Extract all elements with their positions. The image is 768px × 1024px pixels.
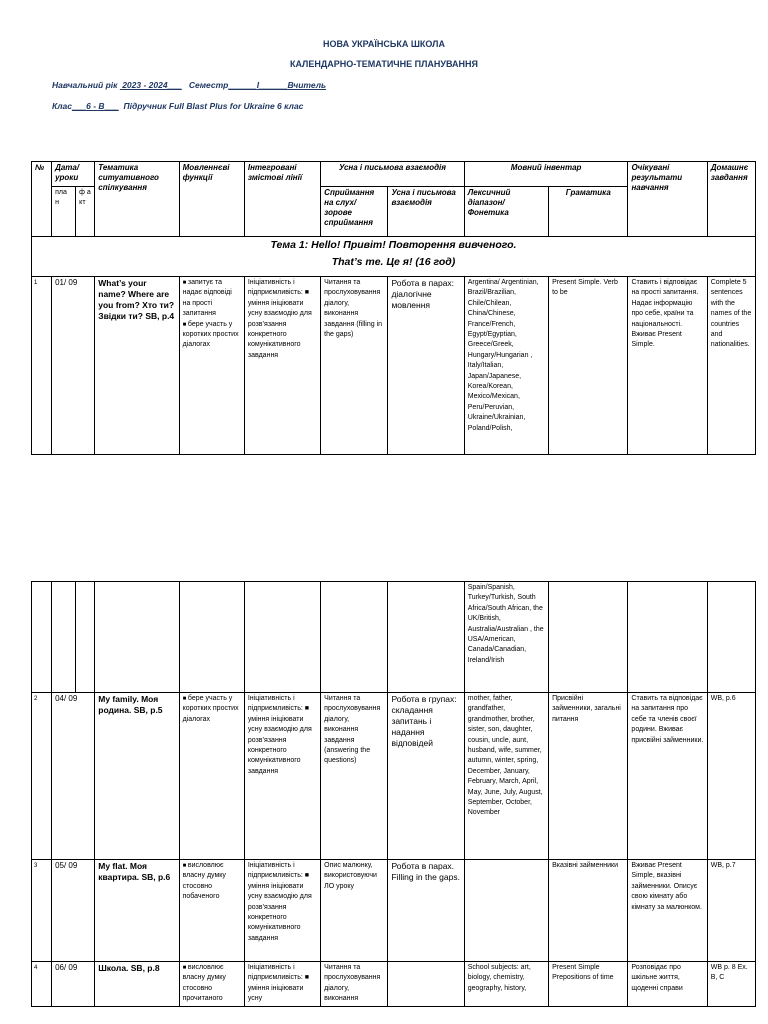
row-date: 04/ 09: [52, 693, 95, 860]
row-num: 1: [32, 277, 52, 455]
row-topic: My flat. Моя квартира. SB, p.6: [95, 860, 179, 962]
row-speech: [179, 962, 244, 1007]
row-integrated: Ініціативність і підприємливість: ■ уміння ініціювати усну взаємодію для розв’язання конкретного комунікативного завдання: [244, 277, 320, 455]
meta-class-line: [52, 101, 303, 111]
row-lexical: Argentina/ Argentinian, Brazil/Brazilian, Chile/Chilean, China/Chinese, France/French, Egypt/Egyptian, Greece/Greek, Hungary/Hungarian , Italy/Italian, Japan/Japanese, Korea/Korean, Mexico/Mexican, Peru/Peruvian, Ukraine/Ukrainian, Poland/Polish,: [464, 277, 548, 455]
col-date-plan: пла н: [52, 187, 76, 237]
row-interaction: Робота в групах: складання запитань і надання відповідей: [388, 693, 464, 860]
row-grammar: Present Simple. Verb to be: [549, 277, 628, 455]
semester-value: ______I______: [228, 80, 288, 90]
col-num: №: [32, 162, 52, 237]
col-date: Дата/ уроки: [52, 162, 95, 187]
row-homework: WB, p.6: [707, 693, 755, 860]
row-date: 01/ 09: [52, 277, 95, 455]
row-lexical: mother, father, grandfather, grandmother, brother, sister, son, daughter, cousin, uncle, aunt, husband, wife, summer, autumn, winter, spring, December, January, February, March, April, May, June, July, August, September, October, November: [464, 693, 548, 860]
col-integrated: Інтегровані змістові лінії: [244, 162, 320, 237]
row-date: 06/ 09: [52, 962, 95, 1007]
col-homework: Домашнє завдання: [707, 162, 755, 237]
year-value: 2023 - 2024___: [122, 80, 182, 90]
table-row: [32, 860, 756, 962]
row-grammar: Присвійні займенники, загальні питання: [549, 693, 628, 860]
row-interaction: [388, 962, 464, 1007]
plan-title: КАЛЕНДАРНО-ТЕМАТИЧНЕ ПЛАНУВАННЯ: [289, 59, 479, 69]
speech-item: ■ висловлює власну думку стосовно прочитаного: [183, 963, 241, 1005]
theme-row: [32, 237, 756, 277]
row-speech: [179, 860, 244, 962]
row-interaction: Робота в парах. Filling in the gaps.: [388, 860, 464, 962]
row-speech: [179, 277, 244, 455]
row-topic: What’s your name? Where are you from? Хто ти? Звідки ти? SB, p.4: [95, 277, 179, 455]
theme-subtitle: That’s me. Це я! (16 год): [331, 256, 456, 268]
row-topic: My family. Моя родина. SB, p.5: [95, 693, 179, 860]
meta-year-line: [52, 80, 326, 90]
row-lexical: School subjects: art, biology, chemistry, geography, history,: [464, 962, 548, 1007]
col-lang-group: Мовний інвентар: [464, 162, 628, 187]
plan-table-page-1: [31, 161, 756, 455]
semester-label: Семестр: [188, 80, 229, 90]
row-results: Ставить та відповідає на запитання про себе та членів своєї родини. Вживає присвійні займенники.: [628, 693, 707, 860]
col-date-fact: ф а кт: [76, 187, 95, 237]
row-num: 4: [32, 962, 52, 1007]
class-label: Клас: [52, 101, 72, 111]
speech-item: ■ запитує та надає відповіді на прості запитання: [183, 278, 241, 320]
row-homework: Complete 5 sentences with the names of the countries and nationalities.: [707, 277, 755, 455]
table-row: [32, 693, 756, 860]
col-interaction: Усна і письмова взаємодія: [388, 187, 464, 237]
row-results: Ставить і відповідає на прості запитання. Надає інформацію про себе, країни та національності. Вживає Present Simple.: [628, 277, 707, 455]
row-perception: Читання та прослуховування діалогу, виконання: [321, 962, 388, 1007]
row-integrated: Ініціативність і підприємливість: ■ уміння ініціювати усну взаємодію для розв’язання конкретного комунікативного завдання: [244, 693, 320, 860]
row-homework: WB, p.7: [707, 860, 755, 962]
col-grammar: Граматика: [549, 187, 628, 237]
row-perception: Читання та прослуховування діалогу, виконання завдання (filling in the gaps): [321, 277, 388, 455]
speech-item: ■ бере участь у коротких простих діалогах: [183, 694, 241, 725]
year-label: Навчальний рік: [52, 80, 118, 90]
class-value: ___6 - В___: [71, 101, 119, 111]
textbook: Підручник Full Blast Plus for Ukraine 6 клас: [123, 101, 304, 111]
speech-item: ■ висловлює власну думку стосовно побаченого: [183, 861, 241, 903]
row-interaction: Робота в парах: діалогічне мовлення: [388, 277, 464, 455]
col-results: Очікувані результати навчання: [628, 162, 707, 237]
theme-title: Тема 1: Hello! Привіт! Повторення вивченого.: [270, 239, 517, 251]
speech-item: ■ бере участь у коротких простих діалогах: [183, 320, 241, 351]
row-topic: Школа. SB, p.8: [95, 962, 179, 1007]
row-lexical: Spain/Spanish, Turkey/Turkish, South Africa/South African, the UK/British, Australia/Australian , the USA/American, Canada/Canadian, Ireland/Irish: [464, 582, 548, 693]
row-perception: Опис малюнку, використовуючи ЛО уроку: [321, 860, 388, 962]
row-date: 05/ 09: [52, 860, 95, 962]
row-results: Вживає Present Simple, вказівні займенники. Описує свою кімнату або кімнату за малюнком.: [628, 860, 707, 962]
row-speech: [179, 693, 244, 860]
row-grammar: Present Simple Prepositions of time: [549, 962, 628, 1007]
teacher-label: Вчитель: [287, 80, 327, 90]
table-row: [32, 582, 756, 693]
col-lexical: Лексичний діапазон/ Фонетика: [464, 187, 548, 237]
plan-table-page-2: [31, 581, 756, 1007]
row-num: 2: [32, 693, 52, 860]
row-num: 3: [32, 860, 52, 962]
col-speech: Мовленнєві функції: [179, 162, 244, 237]
col-oral-group: Усна і письмова взаємодія: [321, 162, 465, 187]
row-lexical: [464, 860, 548, 962]
table-row: [32, 277, 756, 455]
school-title: НОВА УКРАЇНСЬКА ШКОЛА: [323, 39, 445, 49]
table-row: [32, 962, 756, 1007]
col-topic: Тематика ситуативного спілкування: [95, 162, 179, 237]
row-integrated: Ініціативність і підприємливість: ■ уміння ініціювати усну взаємодію для розв’язання конкретного комунікативного завдання: [244, 860, 320, 962]
col-perception: Сприймання на слух/ зорове сприймання: [321, 187, 388, 237]
row-perception: Читання та прослуховування діалогу, виконання завдання (answering the questions): [321, 693, 388, 860]
row-homework: WB p. 8 Ex. B, C: [707, 962, 755, 1007]
row-integrated: Ініціативність і підприємливість: ■ уміння ініціювати усну: [244, 962, 320, 1007]
row-results: Розповідає про шкільне життя, щоденні справи: [628, 962, 707, 1007]
row-grammar: Вказівні займенники: [549, 860, 628, 962]
